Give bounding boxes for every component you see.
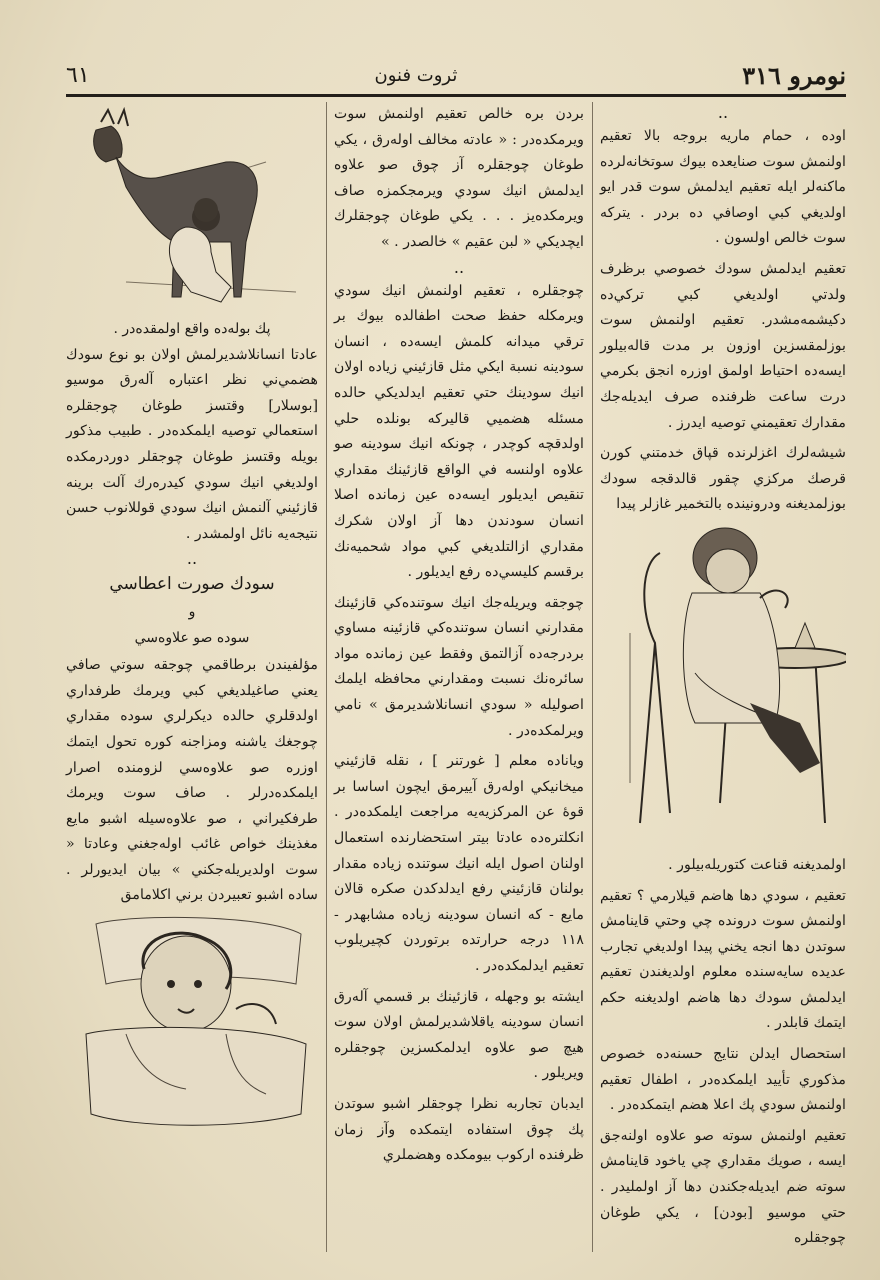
- issue-number: نومرو ٣١٦: [742, 60, 846, 90]
- paragraph: ايشته بو وجهله ، قازئينك بر قسمي آله‌رق انسان سودينه ياقلاشديرلمش اولان سوت هيچ صو علاوه ايدلمكسزين چوجقلره ويريلور .: [334, 988, 584, 1082]
- paragraph: چوجقلره ، تعقيم اولنمش انيك سودي ويرمكله حفظ صحت اطفالده بيوك بر ترقي ميدانه كلمش ايسه‌ده ، انسان سودينه نسبة ايكي مثل قازئيني زياده اولان انيك سودينك حتي تعقيم ايدلديكي حالده مسئله هضميي قاليركه بونلده حلي اولدقچه كوچدر ، چونكه انيك سودينه صو علاوه اولنسه في الواقع قازئينك مقداري تنقيص ايديلور ايسه‌ده عين زمانده اصلا انسان سودندن دها آز اولان شكرك مقداري ازالتلديغي كبي مواد شحميه‌نك برقسم كليسي‌ده رفع ايديلور .: [334, 282, 584, 581]
- section-heading: سودك صورت اعطاسي: [109, 574, 275, 595]
- section-dots: ..: [453, 257, 465, 277]
- column-separator: [326, 102, 327, 1252]
- paragraph: مؤلفيندن برطاقمي چوجقه سوتي صافي يعني صاغيلديغي كبي ويرمك طرفداري اولدقلري حالده ديكرلري سوده مقداري چوجغك ياشنه ومزاجنه كوره تحول ايتمك اوزره صو علاوه‌سي لزومنده اصرار ايلمكده‌درلر . صاف سوت ويرمك طرفكيراني ، صو علاوه‌سيله اشبو مايع مغذينك خواص غائب اوله‌جغني وعادتا « سوت اولديريله‌جكني » بيان ايديورلر . ساده اشبو تعبيردن برني اكلامامق: [66, 657, 318, 904]
- paragraph: تعقيم اولنمش سوته صو علاوه اولنه‌جق ايسه ، صويك مقداري چي ياخود قاينامش سوته ضم ايديله‌جكندن دها آز اولمليدر . حتي موسيو [بودن] ، يكي طوغان چوجقلره: [600, 1127, 846, 1247]
- middle-column: [334, 102, 584, 1174]
- column-separator: [592, 102, 593, 1252]
- left-column: [66, 102, 318, 1139]
- child-in-highchair-illustration: [600, 523, 846, 853]
- page-number: ٦١: [66, 62, 90, 88]
- paragraph: تعقيم ، سودي دها هاضم قيلارمي ؟ تعقيم اولنمش سوت درونده چي وحتي قاينامش سوتدن دها انجه يخني پيدا اولديغي تجارب عديده سايه‌سنده معلوم اولديغندن تعقيم ايدلمش سودك دها هاضم اولديغنه حكم ايتمك قابلدر .: [600, 887, 846, 1032]
- section-dots: ..: [186, 549, 198, 569]
- page-header: [66, 58, 846, 92]
- paragraph: اولمديغنه قناعت كتوريله‌بيلور .: [668, 856, 846, 873]
- paragraph: استحصال ايدلن نتايج حسنه‌ده خصوص مذكوري تأييد ايلمكده‌در ، اطفال تعقيم اولنمش سودي پك اعلا هضم ايتمكده‌در .: [600, 1046, 846, 1114]
- paragraph: ايدبان تجاربه نظرا چوجقلر اشبو سوتدن پك چوق استفاده ايتمكده وآز زمان ظرفنده اركوب بيومكده وهضملري: [334, 1095, 584, 1164]
- goat-nursing-child-illustration: [66, 102, 318, 317]
- paragraph: وياناده معلم [ غورتنر ] ، نقله قازئيني ميخانيكي اوله‌رق آييرمق ايچون اساسا بر قوۀ عن المركزيه‌يه مراجعت ايلمكده‌در . انكلتره‌ده عادتا بيتر استحضارنده استعمال اولنان اصول ايله انيك سوتنده زياده مقدار بولنان قازئيني رفع ايدلدكدن صكره قالان مايع - كه انسان سودينه زياده مشابهدر - ١١٨ درجه حرارتده برتوردن كچيريلوب تعقيم ايدلمكده‌در .: [334, 753, 584, 974]
- section-subheading: سوده صو علاوه‌سي: [134, 629, 250, 646]
- paragraph: شيشه‌لرك اغزلرنده قپاق خدمتني كورن قرصك مركزي چقور قالدقجه سودك بوزلمديغنه ودرونينده بالتخمير غازلر پيدا: [600, 445, 846, 513]
- crying-baby-illustration: [66, 914, 318, 1139]
- magazine-title: ثروت فنون: [374, 64, 458, 86]
- paragraph: بردن بره خالص تعقيم اولنمش سوت ويرمكده‌در : « عادته مخالف اولەرق ، يكي طوغان چوجقلره آز چوق صو علاوه ايدلمش انيك سودي ويرمجكمزه صاف ويرمكده‌يز . . . يكي طوغان چوجقلرك ايچديكي « لبن عقيم » خالصدر . »: [334, 106, 584, 250]
- illustration-caption: پك بوله‌ده واقع اولمقده‌در .: [113, 321, 271, 337]
- paragraph: چوجقه ويريله‌جك انيك سوتنده‌كي قازئينك مقدارني انسان سوتنده‌كي قازئينه مساوي بردرجه‌ده آزالتمق وفقط عين زمانده مواد سائره‌نك نسبت ومقدارني محافظه ايلمك اصوليله « سودي انسانلاشديرمق » نامي ويرلمكده‌در .: [334, 594, 584, 739]
- paragraph: تعقيم ايدلمش سودك خصوصي برظرف ولدتي اولديغي كبي تركي‌ده دكيشمه‌مشدر. تعقيم اولنمش سوت بوزلمقسزين اوزون بر مدت قاله‌بيلور ايسه‌ده احتياط اولمق اوزره انجق بكرمي درت ساعت ظرفنده صرف ايديله‌جك مقدارك تعقيمني توصيه ايدرز .: [600, 260, 846, 431]
- paragraph: عادتا انسانلاشديرلمش اولان بو نوع سودك هضمي‌ني نظر اعتباره آله‌رق موسيو [بوسلار] وقتسز طوغان چوجقلره استعمالي توصيه ايلمكده‌در . طبيب مذكور بويله وقتسز طوغان چوجقلر دوردرمكده اولديغي انيك سودي كيدرەرك آلت برينه قازئيني آلنمش انيك سودي قوللانوب حسن نتيجه‌يه نائل اولمشدر .: [66, 346, 318, 542]
- section-dots: ..: [717, 103, 729, 122]
- heading-conjunction: و: [188, 603, 196, 620]
- paragraph: اوده ، حمام ماريه بروجه بالا تعقيم اولنمش سوت صنايعده بيوك سوتخانه‌لرده ماكنه‌لر ايله تعقيم ايدلمش سوت قدر ايو اولديغي كبي اوصافي ده بردر . يتركه سوت خالص اولسون .: [600, 128, 846, 247]
- header-rule: [66, 94, 846, 97]
- right-column: [600, 102, 846, 1257]
